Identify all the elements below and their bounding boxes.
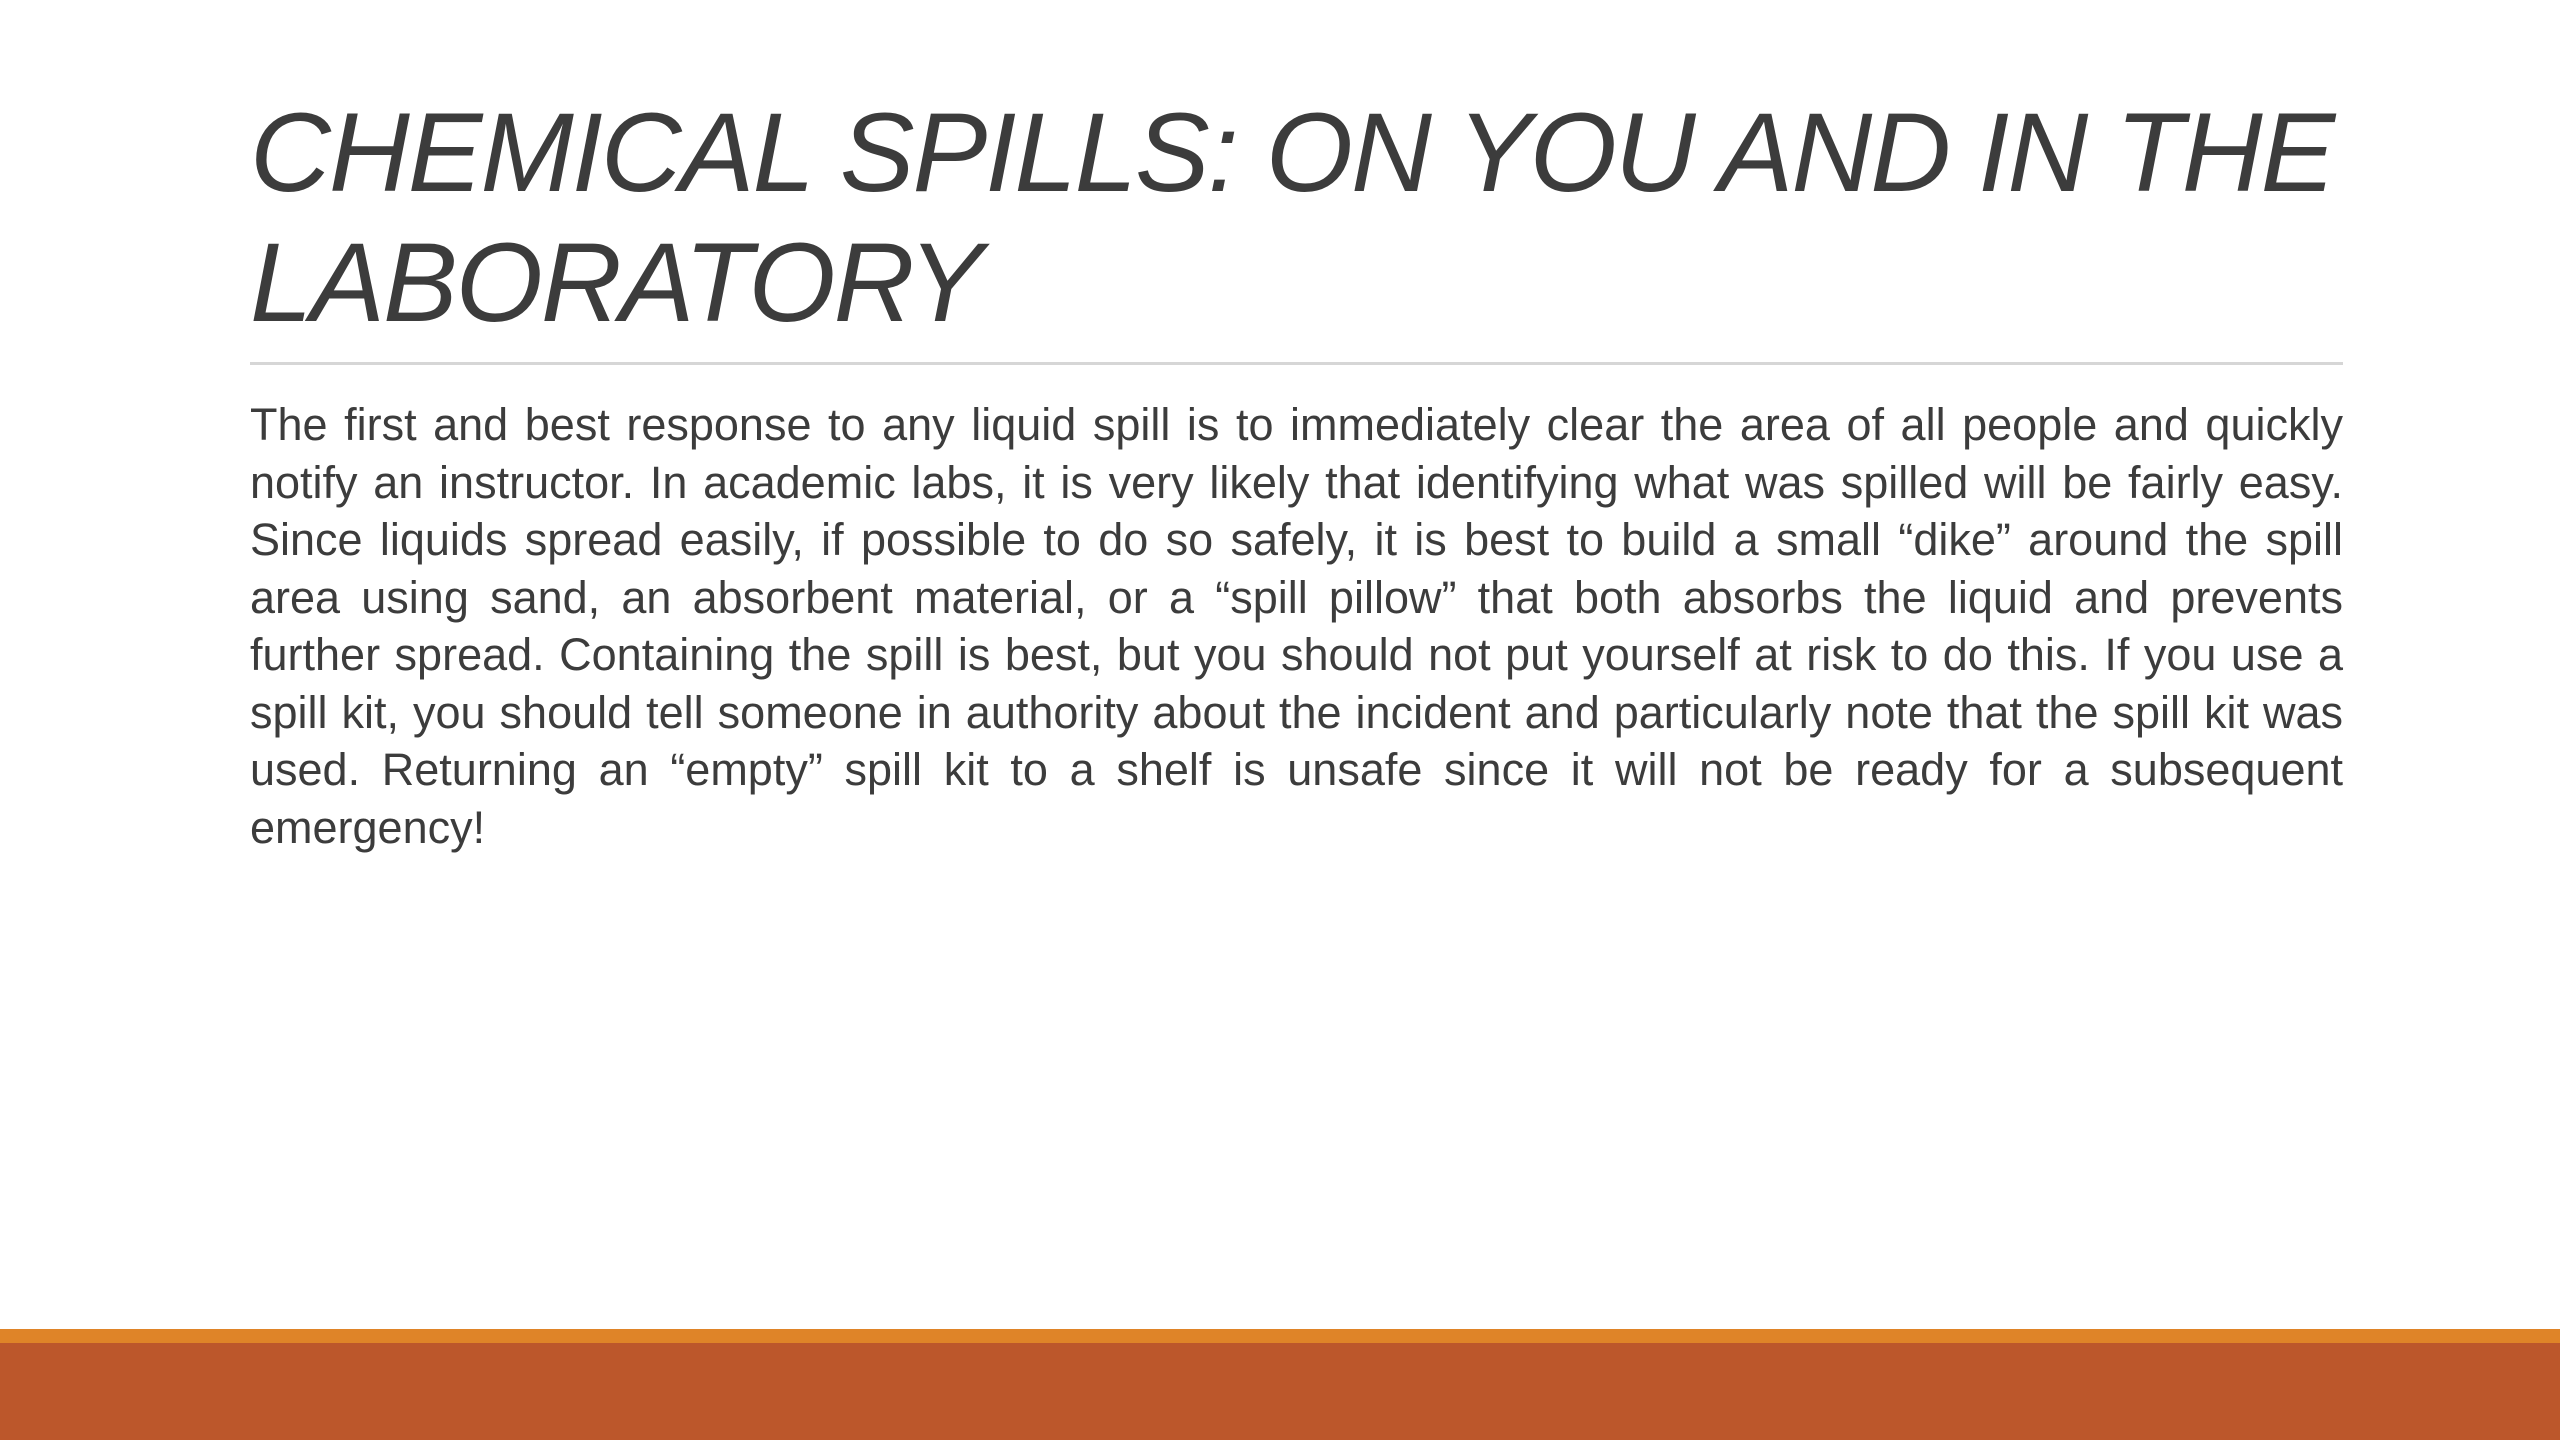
title-divider [250, 362, 2343, 365]
footer-accent-line [0, 1329, 2560, 1343]
footer-bar [0, 1343, 2560, 1440]
slide-title: CHEMICAL SPILLS: ON YOU AND IN THE LABORATORY [250, 90, 2334, 345]
slide-body-text: The first and best response to any liquid spill is to immediately clear the area of all people and quickly notify an instructor. In academic labs, it is very likely that identifying what was spilled will be fairly easy. Since liquids spread easily, if possible to do so safely, it is best to build a small “dike” around the spill area using sand, an absorbent material, or a “spill pillow” that both absorbs the liquid and prevents further spread. Containing the spill is best, but you should not put yourself at risk to do this. If you use a spill kit, you should tell someone in authority about the incident and particularly note that the spill kit was used. Returning an “empty” spill kit to a shelf is unsafe since it will not be ready for a subsequent emergency! [250, 399, 2343, 853]
